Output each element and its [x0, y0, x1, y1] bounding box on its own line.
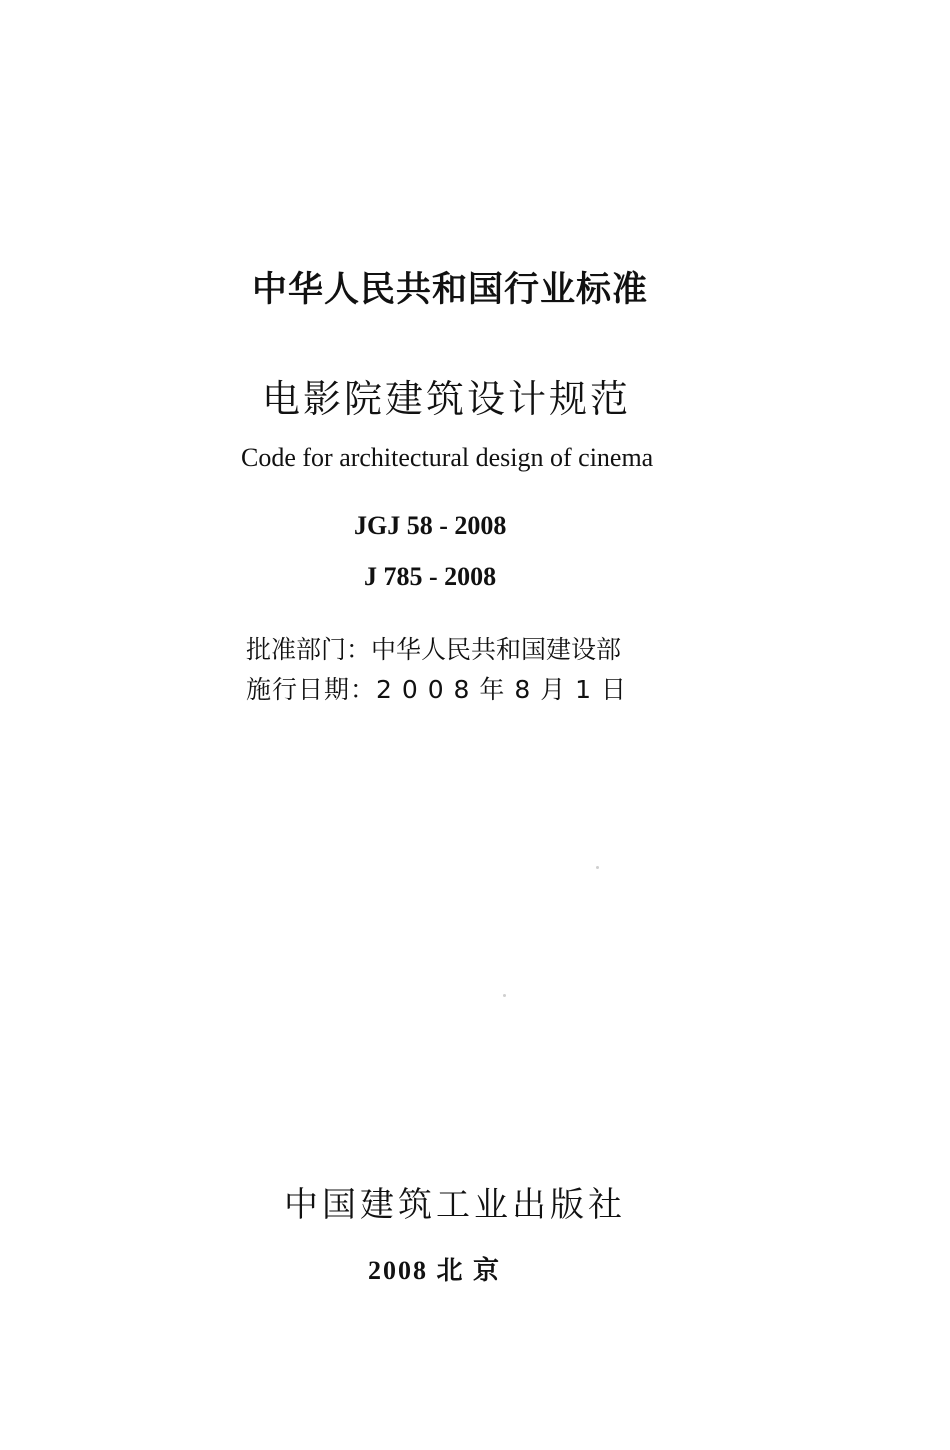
publication-year-place: 2008 北 京 — [368, 1256, 502, 1285]
standard-code-j: J 785 - 2008 — [364, 562, 497, 591]
scan-speck — [503, 994, 506, 997]
standard-category-header: 中华人民共和国行业标准 — [252, 270, 649, 310]
approval-department: 批准部门：中华人民共和国建设部 — [246, 635, 622, 664]
document-title-chinese: 电影院建筑设计规范 — [262, 377, 632, 421]
document-title-english: Code for architectural design of cinema — [241, 443, 654, 472]
effective-date: 施行日期：2 0 0 8 年 8 月 1 日 — [246, 675, 628, 704]
publisher-name: 中国建筑工业出版社 — [284, 1185, 626, 1225]
standard-code-jgj: JGJ 58 - 2008 — [354, 511, 507, 540]
scan-speck — [596, 866, 599, 869]
